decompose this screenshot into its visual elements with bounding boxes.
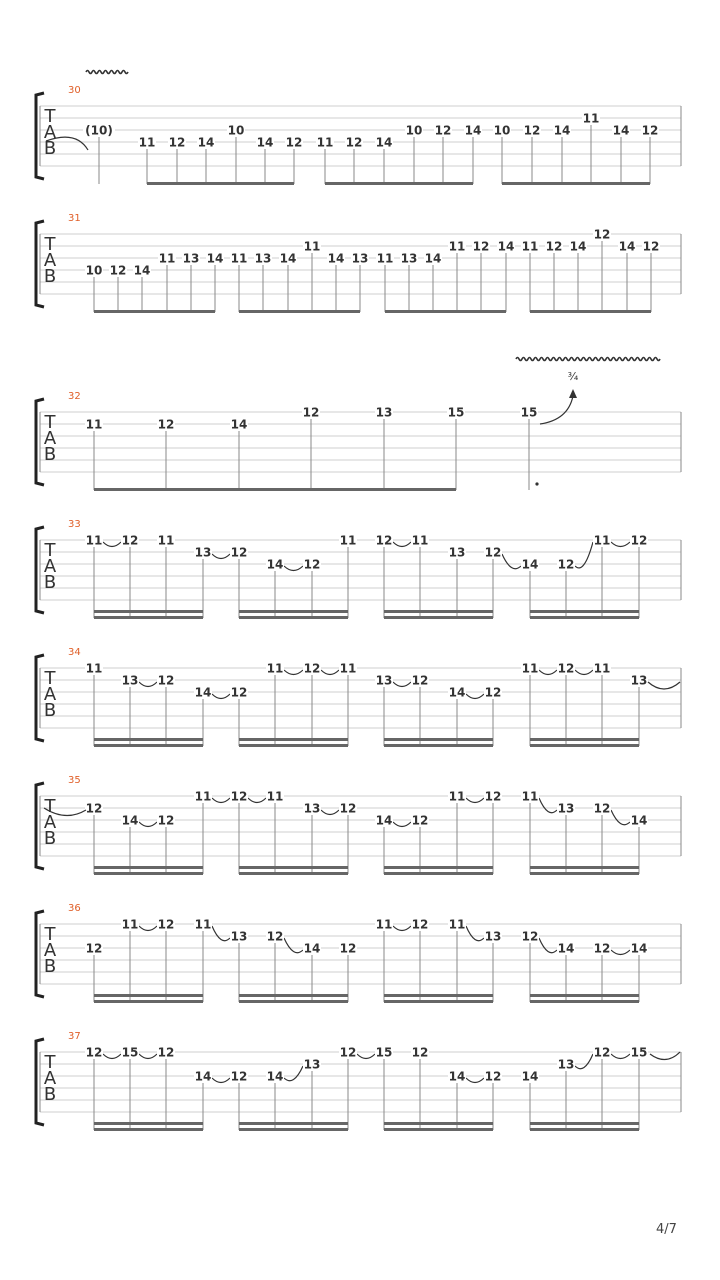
- beam-secondary: [94, 738, 203, 741]
- beam: [530, 872, 639, 875]
- fret-number: 12: [157, 417, 175, 432]
- tab-clef-letter: A: [43, 812, 57, 833]
- fret-number: (10): [85, 123, 113, 138]
- tab-clef-letter: T: [44, 1052, 56, 1073]
- fret-number: 13: [484, 929, 502, 944]
- fret-number: 11: [376, 251, 394, 266]
- fret-number: 14: [464, 123, 482, 138]
- fret-number: 12: [85, 1045, 103, 1060]
- fret-number: 11: [593, 661, 611, 676]
- fret-number: 11: [339, 661, 357, 676]
- fret-number: 13: [375, 405, 393, 420]
- fret-number: 13: [351, 251, 369, 266]
- legato-slur: [393, 822, 411, 827]
- fret-number: 13: [121, 673, 139, 688]
- beam: [385, 310, 506, 313]
- measure-number: 37: [68, 1031, 81, 1042]
- tab-clef-letter: B: [43, 700, 57, 721]
- fret-number: 13: [303, 801, 321, 816]
- legato-slur: [212, 1078, 230, 1083]
- fret-number: 11: [158, 251, 176, 266]
- legato-slur: [139, 926, 157, 931]
- fret-number: 12: [230, 1069, 248, 1084]
- fret-number: 12: [121, 533, 139, 548]
- fret-number: 13: [375, 673, 393, 688]
- tie-out-curve: [650, 1052, 680, 1060]
- legato-slur: [466, 1078, 484, 1083]
- fret-number: 12: [157, 917, 175, 932]
- bend-arrow-icon: [569, 389, 577, 398]
- fret-number: 11: [194, 917, 212, 932]
- beam-secondary: [94, 866, 203, 869]
- legato-slur: [393, 542, 411, 547]
- legato-slur: [611, 542, 630, 547]
- legato-slur: [611, 1054, 630, 1059]
- legato-slur: [539, 938, 557, 953]
- beam: [530, 310, 651, 313]
- dot-mark: [535, 482, 538, 485]
- fret-number: 12: [484, 685, 502, 700]
- fret-number: 12: [484, 789, 502, 804]
- fret-number: 15: [447, 405, 465, 420]
- fret-number: 12: [593, 1045, 611, 1060]
- legato-slur: [139, 682, 157, 687]
- fret-number: 14: [612, 123, 630, 138]
- beam-secondary: [239, 1122, 348, 1125]
- tab-system-31: [36, 213, 681, 313]
- fret-number: 12: [375, 533, 393, 548]
- fret-number: 12: [434, 123, 452, 138]
- beam: [94, 872, 203, 875]
- fret-number: 12: [593, 227, 611, 242]
- tab-system-36: [36, 903, 681, 1003]
- bend-curve: [540, 396, 573, 424]
- tab-system-30: [36, 85, 681, 185]
- fret-number: 14: [448, 1069, 466, 1084]
- fret-number: 12: [411, 813, 429, 828]
- legato-slur: [611, 810, 630, 825]
- tab-clef-letter: B: [43, 828, 57, 849]
- fret-number: 14: [194, 685, 212, 700]
- fret-number: 11: [230, 251, 248, 266]
- fret-number: 12: [641, 123, 659, 138]
- fret-number: 13: [448, 545, 466, 560]
- fret-number: 12: [230, 789, 248, 804]
- legato-slur: [284, 1066, 303, 1081]
- fret-number: 14: [448, 685, 466, 700]
- fret-number: 12: [285, 135, 303, 150]
- beam: [239, 1000, 348, 1003]
- fret-number: 14: [303, 941, 321, 956]
- beam: [384, 616, 493, 619]
- fret-number: 11: [339, 533, 357, 548]
- fret-number: 14: [375, 135, 393, 150]
- legato-slur: [539, 670, 557, 675]
- fret-number: 12: [545, 239, 563, 254]
- fret-number: 14: [121, 813, 139, 828]
- fret-number: 14: [375, 813, 393, 828]
- tab-clef-letter: A: [43, 1068, 57, 1089]
- legato-slur: [212, 694, 230, 699]
- beam-secondary: [239, 994, 348, 997]
- beam: [502, 182, 650, 185]
- tab-clef-letter: A: [43, 556, 57, 577]
- bend-amount: ¾: [567, 370, 579, 383]
- measure-number: 36: [68, 903, 81, 914]
- fret-number: 13: [230, 929, 248, 944]
- tab-clef-letter: B: [43, 266, 57, 287]
- beam: [94, 1128, 203, 1131]
- tab-clef-letter: T: [44, 540, 56, 561]
- fret-number: 11: [521, 661, 539, 676]
- measure-number: 33: [68, 519, 81, 530]
- fret-number: 10: [405, 123, 423, 138]
- fret-number: 11: [593, 533, 611, 548]
- fret-number: 12: [593, 801, 611, 816]
- legato-slur: [103, 1054, 121, 1059]
- fret-number: 12: [109, 263, 127, 278]
- fret-number: 11: [266, 789, 284, 804]
- tab-clef-letter: A: [43, 122, 57, 143]
- tab-clef-letter: T: [44, 412, 56, 433]
- tab-clef-letter: T: [44, 668, 56, 689]
- beam: [239, 616, 348, 619]
- fret-number: 12: [472, 239, 490, 254]
- measure-number: 30: [68, 85, 81, 96]
- fret-number: 12: [266, 929, 284, 944]
- fret-number: 11: [157, 533, 175, 548]
- fret-number: 15: [520, 405, 538, 420]
- fret-number: 14: [630, 941, 648, 956]
- fret-number: 15: [630, 1045, 648, 1060]
- fret-number: 11: [194, 789, 212, 804]
- beam-secondary: [530, 610, 639, 613]
- fret-number: 14: [327, 251, 345, 266]
- tab-clef-letter: T: [44, 234, 56, 255]
- fret-number: 11: [121, 917, 139, 932]
- fret-number: 12: [157, 673, 175, 688]
- vibrato-mark: [516, 358, 660, 361]
- beam-secondary: [530, 1122, 639, 1125]
- legato-slur: [357, 1054, 375, 1059]
- fret-number: 14: [279, 251, 297, 266]
- beam-secondary: [239, 738, 348, 741]
- fret-number: 11: [411, 533, 429, 548]
- fret-number: 14: [206, 251, 224, 266]
- legato-slur: [611, 950, 630, 955]
- fret-number: 12: [303, 661, 321, 676]
- beam-secondary: [384, 866, 493, 869]
- fret-number: 13: [182, 251, 200, 266]
- fret-number: 11: [448, 239, 466, 254]
- legato-slur: [575, 670, 593, 675]
- tab-clef-letter: B: [43, 572, 57, 593]
- fret-number: 14: [197, 135, 215, 150]
- fret-number: 12: [630, 533, 648, 548]
- fret-number: 15: [121, 1045, 139, 1060]
- tab-clef-letter: T: [44, 796, 56, 817]
- tab-clef-letter: A: [43, 250, 57, 271]
- beam: [384, 1128, 493, 1131]
- tab-system-34: [36, 647, 681, 747]
- fret-number: 11: [85, 661, 103, 676]
- fret-number: 12: [642, 239, 660, 254]
- fret-number: 13: [557, 1057, 575, 1072]
- tab-clef-letter: B: [43, 956, 57, 977]
- beam: [94, 488, 456, 491]
- fret-number: 14: [557, 941, 575, 956]
- legato-slur: [248, 798, 266, 803]
- legato-slur: [539, 798, 557, 813]
- fret-number: 12: [157, 813, 175, 828]
- fret-number: 13: [630, 673, 648, 688]
- fret-number: 12: [303, 557, 321, 572]
- fret-number: 12: [157, 1045, 175, 1060]
- legato-slur: [393, 682, 411, 687]
- beam-secondary: [384, 610, 493, 613]
- legato-slur: [393, 926, 411, 931]
- fret-number: 11: [303, 239, 321, 254]
- fret-number: 12: [302, 405, 320, 420]
- fret-number: 12: [557, 557, 575, 572]
- beam-secondary: [530, 994, 639, 997]
- beam: [94, 1000, 203, 1003]
- fret-number: 12: [557, 661, 575, 676]
- fret-number: 13: [254, 251, 272, 266]
- legato-slur: [321, 670, 339, 675]
- fret-number: 12: [411, 1045, 429, 1060]
- fret-number: 12: [521, 929, 539, 944]
- fret-number: 14: [569, 239, 587, 254]
- fret-number: 11: [138, 135, 156, 150]
- legato-slur: [212, 554, 230, 559]
- beam-secondary: [384, 1122, 493, 1125]
- measure-number: 31: [68, 213, 81, 224]
- tab-system-37: [36, 1031, 681, 1131]
- beam-secondary: [384, 994, 493, 997]
- vibrato-mark: [86, 71, 128, 74]
- legato-slur: [139, 822, 157, 827]
- fret-number: 13: [303, 1057, 321, 1072]
- fret-number: 14: [266, 1069, 284, 1084]
- tab-clef-letter: A: [43, 940, 57, 961]
- fret-number: 14: [497, 239, 515, 254]
- beam-secondary: [94, 610, 203, 613]
- fret-number: 14: [266, 557, 284, 572]
- beam: [530, 1000, 639, 1003]
- beam: [147, 182, 294, 185]
- fret-number: 15: [375, 1045, 393, 1060]
- fret-number: 12: [484, 1069, 502, 1084]
- beam: [530, 1128, 639, 1131]
- legato-slur: [284, 938, 303, 953]
- tab-clef-letter: A: [43, 684, 57, 705]
- beam: [94, 310, 215, 313]
- fret-number: 10: [227, 123, 245, 138]
- page-number: 4/7: [656, 1222, 677, 1237]
- measure-number: 34: [68, 647, 81, 658]
- fret-number: 11: [375, 917, 393, 932]
- legato-slur: [212, 798, 230, 803]
- fret-number: 12: [85, 941, 103, 956]
- beam: [530, 616, 639, 619]
- fret-number: 12: [411, 673, 429, 688]
- measure-number: 32: [68, 391, 81, 402]
- beam: [94, 744, 203, 747]
- fret-number: 14: [256, 135, 274, 150]
- fret-number: 11: [316, 135, 334, 150]
- fret-number: 14: [521, 1069, 539, 1084]
- beam: [239, 744, 348, 747]
- fret-number: 14: [553, 123, 571, 138]
- fret-number: 10: [493, 123, 511, 138]
- fret-number: 11: [448, 917, 466, 932]
- fret-number: 12: [339, 1045, 357, 1060]
- fret-number: 14: [230, 417, 248, 432]
- beam: [384, 744, 493, 747]
- tab-clef-letter: B: [43, 444, 57, 465]
- beam: [325, 182, 473, 185]
- tab-system-33: [36, 519, 681, 619]
- tab-clef-letter: B: [43, 1084, 57, 1105]
- legato-slur: [466, 926, 484, 941]
- fret-number: 12: [411, 917, 429, 932]
- fret-number: 11: [266, 661, 284, 676]
- fret-number: 11: [521, 239, 539, 254]
- legato-slur: [284, 566, 303, 571]
- legato-slur: [212, 926, 230, 941]
- tab-clef-letter: A: [43, 428, 57, 449]
- fret-number: 14: [521, 557, 539, 572]
- legato-slur: [321, 810, 339, 815]
- legato-slur: [466, 798, 484, 803]
- fret-number: 12: [339, 801, 357, 816]
- tie-out-curve: [648, 682, 680, 689]
- fret-number: 12: [523, 123, 541, 138]
- fret-number: 11: [85, 533, 103, 548]
- beam-secondary: [94, 994, 203, 997]
- fret-number: 12: [85, 801, 103, 816]
- beam: [239, 1128, 348, 1131]
- fret-number: 11: [85, 417, 103, 432]
- fret-number: 14: [133, 263, 151, 278]
- fret-number: 11: [582, 111, 600, 126]
- legato-slur: [139, 1054, 157, 1059]
- measure-number: 35: [68, 775, 81, 786]
- beam: [94, 616, 203, 619]
- fret-number: 10: [85, 263, 103, 278]
- fret-number: 12: [339, 941, 357, 956]
- tab-clef-letter: T: [44, 106, 56, 127]
- fret-number: 11: [448, 789, 466, 804]
- beam-secondary: [94, 1122, 203, 1125]
- beam: [239, 872, 348, 875]
- fret-number: 13: [194, 545, 212, 560]
- fret-number: 12: [593, 941, 611, 956]
- beam: [384, 1000, 493, 1003]
- fret-number: 11: [521, 789, 539, 804]
- legato-slur: [575, 1054, 593, 1069]
- fret-number: 12: [168, 135, 186, 150]
- tab-system-32: [36, 391, 681, 491]
- legato-slur: [103, 542, 121, 547]
- fret-number: 14: [618, 239, 636, 254]
- fret-number: 14: [630, 813, 648, 828]
- legato-slur: [466, 694, 484, 699]
- beam-secondary: [239, 866, 348, 869]
- beam-secondary: [384, 738, 493, 741]
- beam: [384, 872, 493, 875]
- beam-secondary: [530, 866, 639, 869]
- beam-secondary: [530, 738, 639, 741]
- tab-clef-letter: T: [44, 924, 56, 945]
- fret-number: 12: [345, 135, 363, 150]
- beam: [239, 310, 360, 313]
- tab-clef-letter: B: [43, 138, 57, 159]
- tab-system-35: [36, 775, 681, 875]
- fret-number: 12: [230, 685, 248, 700]
- fret-number: 13: [400, 251, 418, 266]
- legato-slur: [284, 670, 303, 675]
- fret-number: 12: [230, 545, 248, 560]
- legato-slur: [502, 554, 521, 569]
- fret-number: 14: [424, 251, 442, 266]
- beam-secondary: [239, 610, 348, 613]
- fret-number: 12: [484, 545, 502, 560]
- fret-number: 13: [557, 801, 575, 816]
- beam: [530, 744, 639, 747]
- fret-number: 14: [194, 1069, 212, 1084]
